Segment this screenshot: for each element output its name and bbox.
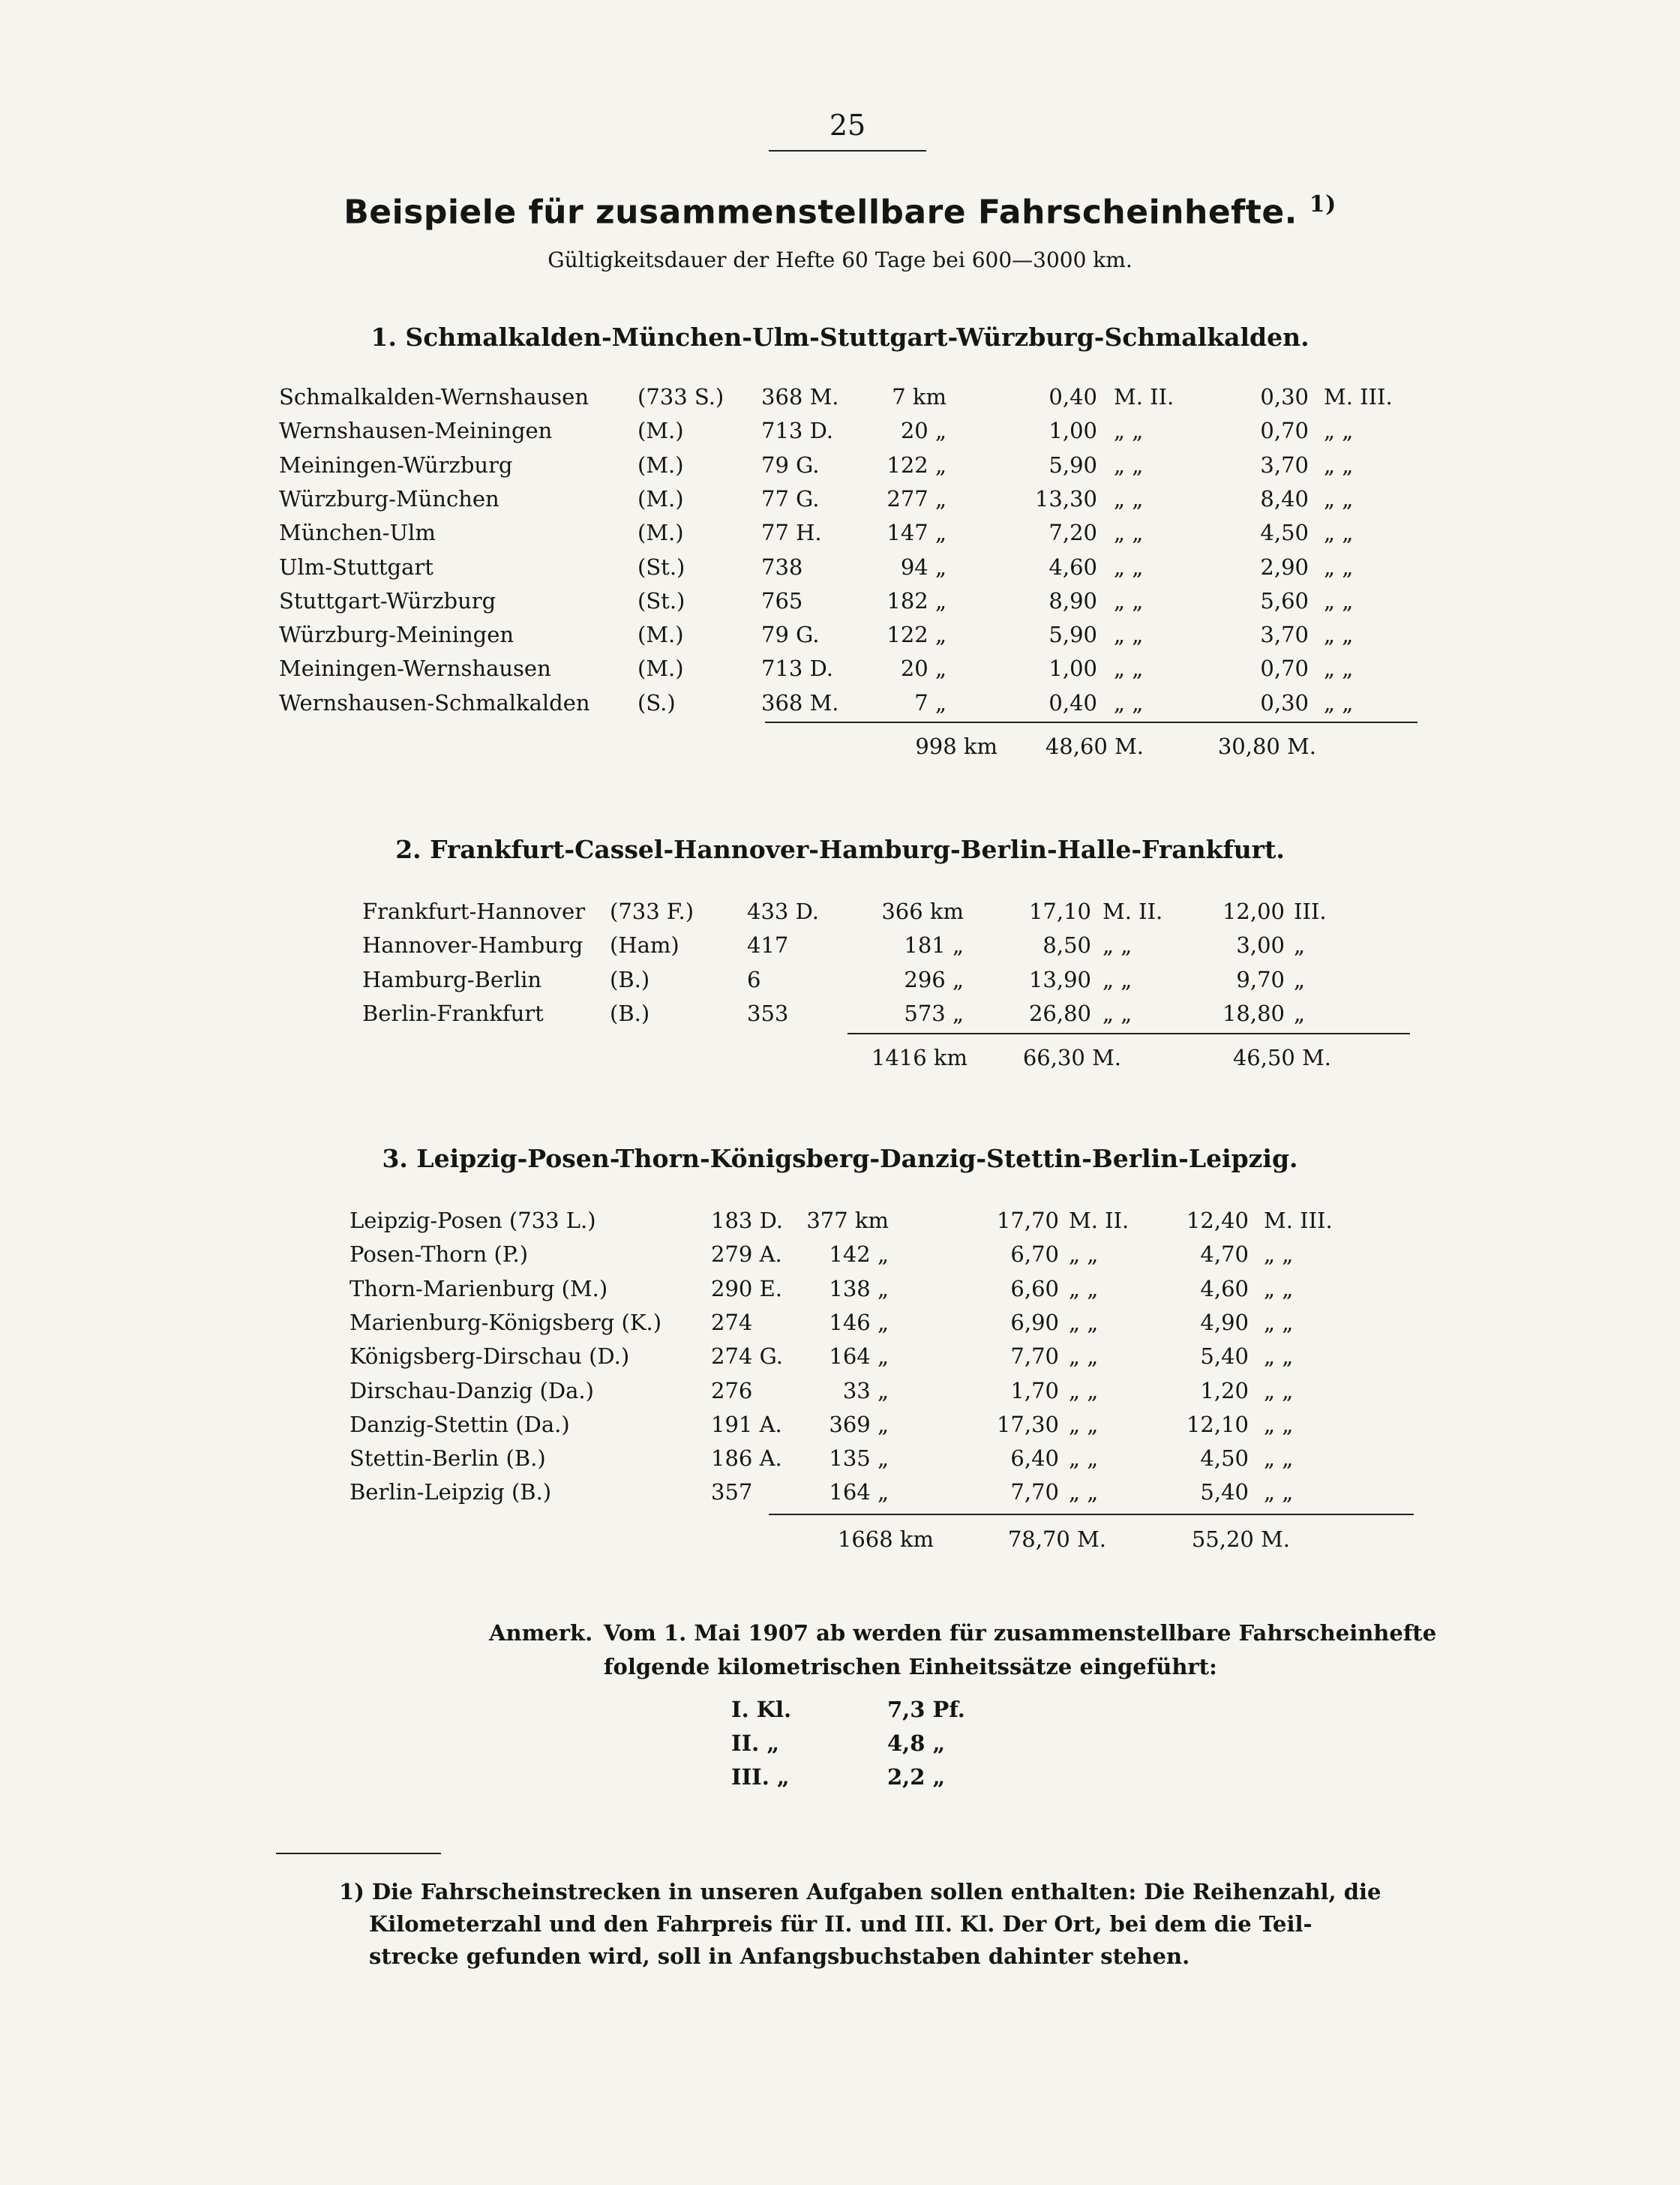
cell-u3: „ „ [1324, 485, 1354, 512]
cell-u2: M. II. [1114, 384, 1174, 410]
cell-fare3: 4,50 [1200, 1445, 1249, 1472]
cell-u3: „ „ [1324, 520, 1354, 546]
cell-u3: „ „ [1324, 689, 1354, 716]
cell-fare3: 9,70 [1236, 966, 1285, 992]
cell-u2: „ „ [1069, 1309, 1099, 1335]
cell-fare3: 0,30 [1260, 384, 1309, 410]
cell-u3: „ „ [1324, 418, 1354, 444]
cell-train: 417 [747, 932, 789, 959]
total-fare3: 46,50 M. [1232, 1045, 1331, 1070]
cell-fare2: 17,70 [996, 1208, 1059, 1233]
cell-station: (M.) [638, 418, 684, 444]
cell-km: 277 „ [886, 485, 946, 512]
cell-route: Würzburg-Meiningen [279, 622, 514, 648]
cell-station: (M.) [638, 622, 684, 648]
cell-station: (733 S.) [638, 384, 724, 410]
cell-train: 357 [711, 1479, 753, 1505]
cell-station: (Ham) [610, 932, 680, 959]
rate-value: 4,8 „ [887, 1730, 946, 1756]
cell-train: 6 [747, 966, 761, 992]
cell-u3: „ „ [1264, 1343, 1294, 1370]
cell-u3: „ „ [1264, 1411, 1294, 1437]
cell-fare2: 7,70 [1010, 1343, 1059, 1370]
total-fare2: 66,30 M. [1022, 1045, 1121, 1070]
cell-fare3: 0,70 [1260, 656, 1309, 682]
cell-u3: „ [1294, 1000, 1306, 1026]
page-title-text: Beispiele für zusammenstellbare Fahrscheinhefte. [344, 193, 1298, 232]
cell-u3: „ „ [1324, 587, 1354, 614]
cell-u3: „ „ [1264, 1377, 1294, 1403]
cell-train: 276 [711, 1377, 753, 1403]
cell-km: 7 km [892, 384, 946, 410]
cell-km: 182 „ [886, 587, 946, 614]
cell-station: (S.) [638, 689, 676, 716]
cell-train: 274 [711, 1309, 753, 1335]
cell-km: 122 „ [886, 452, 946, 478]
cell-fare2: 6,60 [1010, 1275, 1059, 1301]
cell-fare3: 3,70 [1260, 622, 1309, 648]
cell-km: 138 „ [829, 1275, 889, 1301]
cell-route: Würzburg-München [279, 485, 500, 512]
cell-fare3: 8,40 [1260, 485, 1309, 512]
cell-km: 142 „ [829, 1241, 889, 1268]
cell-u3: „ „ [1324, 622, 1354, 648]
cell-fare2: 5,90 [1048, 622, 1097, 648]
cell-route: Hannover-Hamburg [362, 932, 584, 959]
cell-km: 366 km [881, 899, 964, 924]
cell-fare2: 5,90 [1048, 452, 1097, 478]
cell-km: 164 „ [829, 1343, 889, 1370]
cell-u2: „ „ [1114, 452, 1144, 478]
cell-station: (M.) [638, 520, 684, 546]
page-title [0, 191, 1680, 232]
section-title: 3. Leipzig-Posen-Thorn-Königsberg-Danzig-Stettin-Berlin-Leipzig. [382, 1144, 1298, 1173]
cell-train: 79 G. [761, 622, 820, 648]
cell-route: Hamburg-Berlin [362, 966, 542, 992]
cell-km: 7 „ [914, 689, 946, 716]
cell-u2: „ „ [1114, 520, 1144, 546]
cell-u3: „ „ [1264, 1275, 1294, 1301]
cell-u2: „ „ [1069, 1479, 1099, 1505]
cell-u3: M. III. [1264, 1208, 1333, 1233]
cell-u3: „ „ [1324, 452, 1354, 478]
cell-fare2: 7,70 [1010, 1479, 1059, 1505]
cell-route: Posen-Thorn (P.) [350, 1241, 529, 1268]
cell-u2: „ „ [1114, 587, 1144, 614]
cell-fare3: 0,30 [1260, 689, 1309, 716]
cell-u2: „ „ [1114, 554, 1144, 580]
footnote-line-1: 1) Die Fahrscheinstrecken in unseren Aufgaben sollen enthalten: Die Reihenzahl, die [339, 1879, 1382, 1904]
cell-train: 191 A. [711, 1411, 782, 1437]
sum-rule [765, 722, 1418, 723]
cell-train: 713 D. [761, 656, 834, 682]
cell-fare2: 13,90 [1028, 966, 1091, 992]
cell-train: 353 [747, 1000, 789, 1026]
cell-route: Meiningen-Würzburg [279, 452, 513, 478]
cell-fare3: 1,20 [1200, 1377, 1249, 1403]
cell-fare3: 5,40 [1200, 1343, 1249, 1370]
cell-fare2: 7,20 [1048, 520, 1097, 546]
cell-train: 77 H. [761, 520, 822, 546]
cell-fare2: 1,00 [1048, 418, 1097, 444]
cell-u2: „ „ [1114, 622, 1144, 648]
cell-fare2: 26,80 [1028, 1000, 1091, 1026]
cell-train: 765 [761, 587, 803, 614]
cell-km: 122 „ [886, 622, 946, 648]
rate-value: 2,2 „ [887, 1764, 946, 1790]
page-number-rule [769, 150, 926, 152]
cell-fare2: 6,40 [1010, 1445, 1059, 1472]
total-km: 1416 km [871, 1045, 968, 1070]
cell-fare3: 5,40 [1200, 1479, 1249, 1505]
cell-u2: M. II. [1102, 899, 1163, 924]
rate-class: I. Kl. [731, 1697, 792, 1722]
cell-route: Berlin-Frankfurt [362, 1000, 544, 1026]
cell-u3: „ „ [1324, 554, 1354, 580]
cell-fare3: 4,90 [1200, 1309, 1249, 1335]
sum-rule [848, 1033, 1410, 1034]
cell-fare3: 3,00 [1236, 932, 1285, 959]
cell-u2: „ „ [1114, 485, 1144, 512]
cell-station: (St.) [638, 587, 686, 614]
cell-route: Stuttgart-Würzburg [279, 587, 496, 614]
cell-fare2: 8,90 [1048, 587, 1097, 614]
cell-station: (B.) [610, 1000, 650, 1026]
rate-class: II. „ [731, 1730, 780, 1756]
cell-train: 77 G. [761, 485, 820, 512]
cell-fare2: 1,70 [1010, 1377, 1059, 1403]
cell-u2: „ „ [1069, 1343, 1099, 1370]
cell-fare3: 2,90 [1260, 554, 1309, 580]
cell-fare2: 6,90 [1010, 1309, 1059, 1335]
cell-u2: M. II. [1069, 1208, 1130, 1233]
cell-fare3: 4,70 [1200, 1241, 1249, 1268]
cell-km: 147 „ [886, 520, 946, 546]
cell-u2: „ „ [1069, 1445, 1099, 1472]
rate-class: III. „ [731, 1764, 790, 1790]
cell-train: 186 A. [711, 1445, 782, 1472]
cell-fare3: 4,50 [1260, 520, 1309, 546]
total-fare3: 55,20 M. [1191, 1526, 1290, 1552]
cell-km: 94 „ [900, 554, 946, 580]
title-footnote-marker: 1) [1309, 191, 1336, 218]
cell-fare2: 8,50 [1042, 932, 1091, 959]
cell-u3: „ „ [1264, 1445, 1294, 1472]
cell-u3: „ „ [1264, 1479, 1294, 1505]
footnote-line-2: Kilometerzahl und den Fahrpreis für II. und III. Kl. Der Ort, bei dem die Teil- [369, 1911, 1312, 1937]
cell-station: (M.) [638, 485, 684, 512]
cell-fare3: 4,60 [1200, 1275, 1249, 1301]
cell-route: Dirschau-Danzig (Da.) [350, 1377, 594, 1403]
cell-u2: „ „ [1069, 1411, 1099, 1437]
cell-fare2: 17,10 [1028, 899, 1091, 924]
cell-km: 20 „ [900, 656, 946, 682]
cell-route: Thorn-Marienburg (M.) [350, 1275, 608, 1301]
total-fare2: 48,60 M. [1045, 734, 1144, 759]
cell-u2: „ „ [1069, 1377, 1099, 1403]
footnote-line-3: strecke gefunden wird, soll in Anfangsbuchstaben dahinter stehen. [369, 1943, 1190, 1969]
cell-fare2: 6,70 [1010, 1241, 1059, 1268]
cell-km: 573 „ [904, 1000, 964, 1026]
cell-train: 183 D. [711, 1208, 784, 1233]
cell-train: 274 G. [711, 1343, 783, 1370]
cell-u2: „ „ [1114, 656, 1144, 682]
cell-route: Schmalkalden-Wernshausen [279, 384, 589, 410]
cell-train: 713 D. [761, 418, 834, 444]
cell-fare2: 13,30 [1034, 485, 1097, 512]
cell-u3: M. III. [1324, 384, 1393, 410]
cell-km: 135 „ [829, 1445, 889, 1472]
cell-train: 290 E. [711, 1275, 782, 1301]
cell-u2: „ „ [1114, 689, 1144, 716]
cell-train: 368 M. [761, 384, 839, 410]
cell-route: Leipzig-Posen (733 L.) [350, 1208, 596, 1233]
note-line-2: folgende kilometrischen Einheitssätze eingeführt: [604, 1654, 1217, 1679]
total-km: 998 km [915, 734, 998, 759]
cell-km: 164 „ [829, 1479, 889, 1505]
cell-u2: „ „ [1102, 932, 1132, 959]
cell-train: 738 [761, 554, 803, 580]
cell-km: 369 „ [829, 1411, 889, 1437]
cell-route: Wernshausen-Schmalkalden [279, 689, 590, 716]
cell-u2: „ „ [1069, 1241, 1099, 1268]
cell-route: Meiningen-Wernshausen [279, 656, 551, 682]
cell-u2: „ „ [1102, 1000, 1132, 1026]
cell-fare2: 0,40 [1048, 689, 1097, 716]
cell-train: 433 D. [747, 899, 820, 924]
cell-fare2: 1,00 [1048, 656, 1097, 682]
cell-route: München-Ulm [279, 520, 436, 546]
cell-km: 296 „ [904, 966, 964, 992]
cell-km: 146 „ [829, 1309, 889, 1335]
section-title: 1. Schmalkalden-München-Ulm-Stuttgart-Würzburg-Schmalkalden. [370, 323, 1310, 352]
cell-station: (733 F.) [610, 899, 694, 924]
cell-route: Königsberg-Dirschau (D.) [350, 1343, 630, 1370]
cell-km: 181 „ [904, 932, 964, 959]
cell-fare2: 4,60 [1048, 554, 1097, 580]
cell-u3: „ „ [1264, 1241, 1294, 1268]
cell-fare2: 0,40 [1048, 384, 1097, 410]
cell-train: 279 A. [711, 1241, 782, 1268]
cell-fare3: 18,80 [1222, 1000, 1285, 1026]
cell-route: Stettin-Berlin (B.) [350, 1445, 546, 1472]
cell-route: Berlin-Leipzig (B.) [350, 1479, 552, 1505]
cell-station: (M.) [638, 656, 684, 682]
cell-u3: „ „ [1264, 1309, 1294, 1335]
cell-km: 377 km [806, 1208, 889, 1233]
cell-u3: „ [1294, 966, 1306, 992]
cell-station: (B.) [610, 966, 650, 992]
footnote-rule [276, 1853, 441, 1854]
cell-u3: „ „ [1324, 656, 1354, 682]
cell-route: Frankfurt-Hannover [362, 899, 586, 924]
cell-km: 33 „ [842, 1377, 889, 1403]
cell-station: (St.) [638, 554, 686, 580]
cell-fare3: 12,40 [1186, 1208, 1249, 1233]
cell-u2: „ „ [1114, 418, 1144, 444]
cell-u3: III. [1294, 899, 1327, 924]
rate-value: 7,3 Pf. [887, 1697, 965, 1722]
cell-route: Danzig-Stettin (Da.) [350, 1411, 570, 1437]
cell-u2: „ „ [1069, 1275, 1099, 1301]
sum-rule [769, 1514, 1414, 1515]
cell-u3: „ [1294, 932, 1306, 959]
note-line-1: Vom 1. Mai 1907 ab werden für zusammenstellbare Fahrscheinhefte [604, 1620, 1437, 1646]
cell-route: Ulm-Stuttgart [279, 554, 434, 580]
cell-train: 79 G. [761, 452, 820, 478]
cell-fare3: 3,70 [1260, 452, 1309, 478]
section-title: 2. Frankfurt-Cassel-Hannover-Hamburg-Berlin-Halle-Frankfurt. [395, 835, 1285, 864]
cell-fare3: 5,60 [1260, 587, 1309, 614]
total-fare3: 30,80 M. [1217, 734, 1316, 759]
total-km: 1668 km [837, 1526, 934, 1552]
cell-km: 20 „ [900, 418, 946, 444]
cell-route: Wernshausen-Meiningen [279, 418, 553, 444]
cell-route: Marienburg-Königsberg (K.) [350, 1309, 662, 1335]
cell-fare2: 17,30 [996, 1411, 1059, 1437]
page-number: 25 [829, 109, 866, 142]
page-subtitle: Gültigkeitsdauer der Hefte 60 Tage bei 600—3000 km. [548, 248, 1132, 272]
cell-fare3: 12,10 [1186, 1411, 1249, 1437]
cell-station: (M.) [638, 452, 684, 478]
total-fare2: 78,70 M. [1007, 1526, 1106, 1552]
cell-u2: „ „ [1102, 966, 1132, 992]
cell-train: 368 M. [761, 689, 839, 716]
note-label: Anmerk. [489, 1620, 593, 1646]
cell-fare3: 12,00 [1222, 899, 1285, 924]
cell-fare3: 0,70 [1260, 418, 1309, 444]
